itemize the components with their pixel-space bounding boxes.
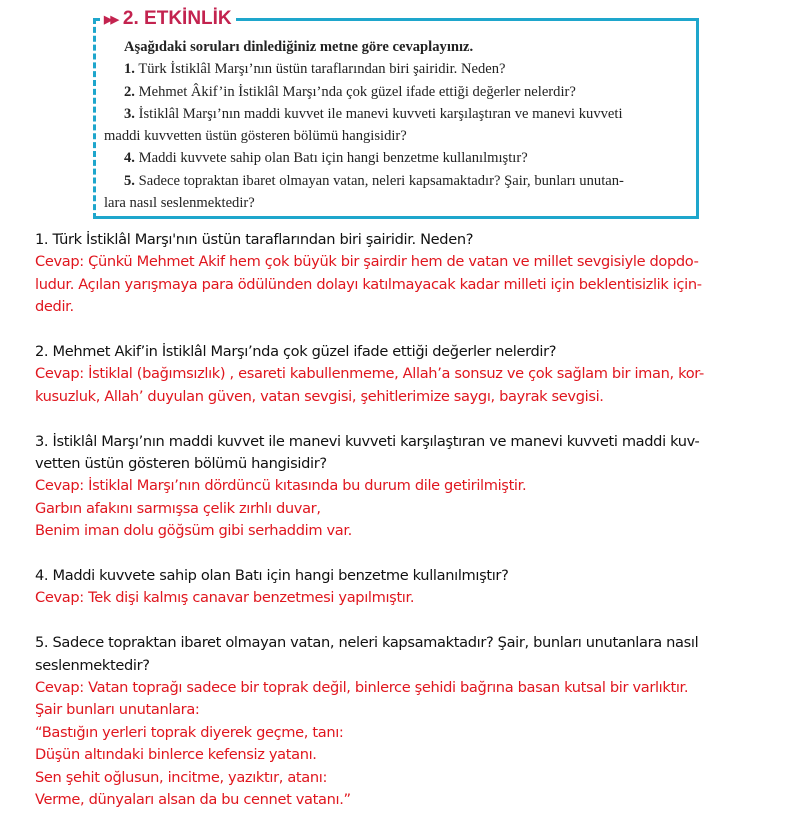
question-text: Maddi kuvvete sahip olan Batı için hangi benzetme kullanılmıştır? xyxy=(138,150,528,167)
double-arrow-icon: ▶▶ xyxy=(104,13,117,26)
answers-section xyxy=(35,229,785,834)
activity-instruction-line xyxy=(104,36,692,58)
activity-title xyxy=(100,8,236,30)
activity-title-text: 2. ETKİNLİK xyxy=(122,8,232,29)
answer-block xyxy=(35,229,785,319)
answer-line: Sen şehit oğlusun, incitme, yazıktır, atanı: xyxy=(35,768,328,786)
answer-line: ludur. Açılan yarışmaya para ödülünden dolayı katılmayacak kadar milleti için beklentisizlik için- xyxy=(35,275,702,293)
activity-box-left-border xyxy=(93,18,96,219)
answer-line: Düşün altındaki binlerce kefensiz yatanı. xyxy=(35,746,317,764)
answer-line: Verme, dünyaları alsan da bu cennet vatanı.” xyxy=(35,791,351,809)
question-text: lara nasıl seslenmektedir? xyxy=(104,195,255,212)
answer-line: Garbın afakını sarmışsa çelik zırhlı duvar, xyxy=(35,499,321,517)
answer-line: dedir. xyxy=(35,298,74,316)
answer-line: Cevap: Tek dişi kalmış canavar benzetmesi yapılmıştır. xyxy=(35,589,415,607)
answer-block xyxy=(35,431,785,543)
answer-line: Cevap: Vatan toprağı sadece bir toprak değil, binlerce şehidi bağrına basan kutsal bir varlıktır. xyxy=(35,679,689,697)
answer-block xyxy=(35,341,785,408)
question-text: Sadece topraktan ibaret olmayan vatan, neleri kapsamaktadır? Şair, bunları unutan- xyxy=(138,172,624,189)
question-text: Mehmet Âkif’in İstiklâl Marşı’nda çok güzel ifade ettiği değerler nelerdir? xyxy=(138,83,576,100)
answer-block xyxy=(35,632,785,811)
answer-question-line: 1. Türk İstiklâl Marşı'nın üstün taraflarından biri şairidir. Neden? xyxy=(35,231,474,248)
answer-line: Cevap: Çünkü Mehmet Akif hem çok büyük bir şairdir hem de vatan ve millet sevgisiyle dopdo- xyxy=(35,253,699,271)
answer-question-line: 2. Mehmet Akif’in İstiklâl Marşı’nda çok güzel ifade ettiği değerler nelerdir? xyxy=(35,343,557,361)
answer-question-line: vetten üstün gösteren bölümü hangisidir? xyxy=(35,455,327,473)
answer-line: “Bastığın yerleri toprak diyerek geçme, tanı: xyxy=(35,723,344,741)
question-text: maddi kuvvetten üstün gösteren bölümü hangisidir? xyxy=(104,128,407,145)
answer-line: Cevap: İstiklal Marşı’nın dördüncü kıtasında bu durum dile getirilmiştir. xyxy=(35,477,527,495)
activity-question-line xyxy=(104,147,692,169)
answer-question-line: 5. Sadece topraktan ibaret olmayan vatan, neleri kapsamaktadır? Şair, bunları unutanlara nasıl xyxy=(35,634,699,652)
question-number: 4. xyxy=(124,150,135,167)
answer-question-line: 4. Maddi kuvvete sahip olan Batı için hangi benzetme kullanılmıştır? xyxy=(35,567,509,585)
question-number: 1. xyxy=(124,61,135,78)
answer-line: kusuzluk, Allah’ duyulan güven, vatan sevgisi, şehitlerimize saygı, bayrak sevgisi. xyxy=(35,387,604,405)
activity-question-line xyxy=(104,81,692,103)
answer-line: Cevap: İstiklal (bağımsızlık) , esareti kabullenmeme, Allah’a sonsuz ve çok sağlam bir iman, kor- xyxy=(35,365,704,383)
answer-question-line: 3. İstiklâl Marşı’nın maddi kuvvet ile manevi kuvveti karşılaştıran ve manevi kuvveti maddi kuv- xyxy=(35,432,700,450)
answer-line: Şair bunları unutanlara: xyxy=(35,701,200,719)
question-text: Türk İstiklâl Marşı’nın üstün taraflarından biri şairidir. Neden? xyxy=(138,61,506,78)
answer-block xyxy=(35,565,785,610)
question-number: 3. xyxy=(124,105,135,122)
question-text: İstiklâl Marşı’nın maddi kuvvet ile manevi kuvveti karşılaştıran ve manevi kuvveti xyxy=(138,105,623,122)
activity-questions xyxy=(104,36,692,214)
activity-question-line xyxy=(104,103,692,125)
question-number: 2. xyxy=(124,83,135,100)
activity-question-line xyxy=(104,192,692,214)
activity-question-line xyxy=(104,58,692,80)
answer-line: Benim iman dolu göğsüm gibi serhaddim var. xyxy=(35,522,352,540)
activity-question-line xyxy=(104,125,692,147)
question-number: 5. xyxy=(124,172,135,189)
answer-question-line: seslenmektedir? xyxy=(35,656,150,674)
activity-instruction: Aşağıdaki soruları dinlediğiniz metne göre cevaplayınız. xyxy=(124,39,474,55)
activity-question-line xyxy=(104,170,692,192)
